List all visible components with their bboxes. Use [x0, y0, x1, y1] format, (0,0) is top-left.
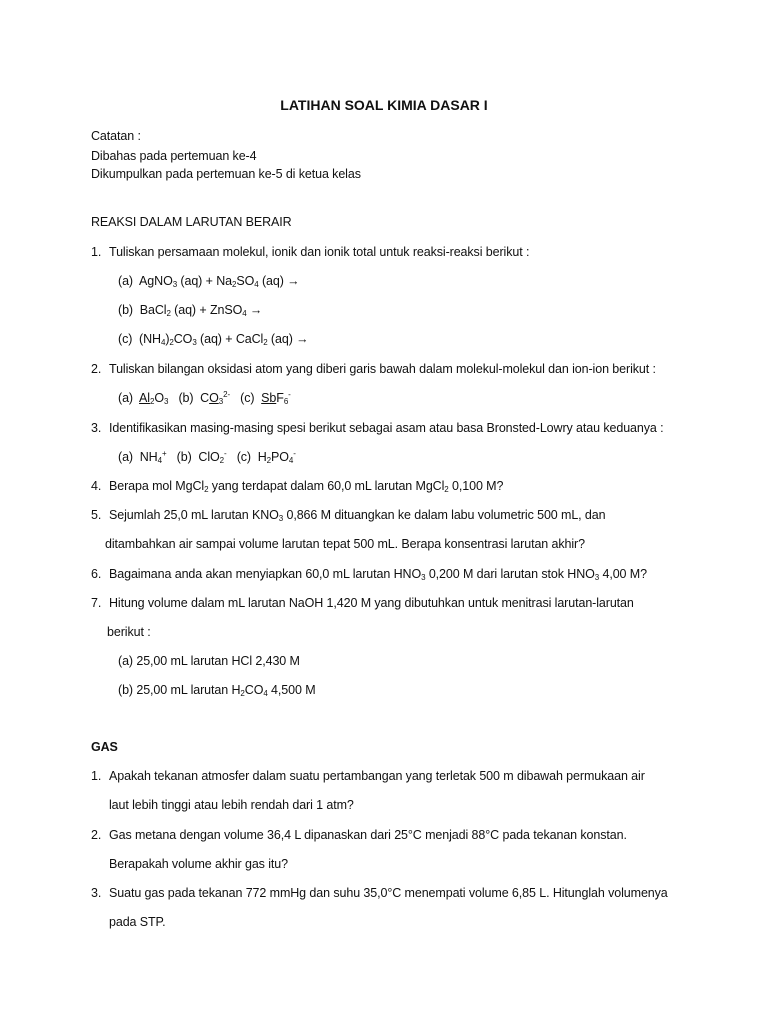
question-number: 3. — [91, 421, 102, 435]
question-text: Hitung volume dalam mL larutan NaOH 1,420 M yang dibutuhkan untuk menitrasi larutan-larutan — [109, 596, 634, 610]
question-7-line-2: berikut : — [107, 625, 151, 639]
notes-line-1: Dibahas pada pertemuan ke-4 — [91, 149, 257, 163]
question-3 — [91, 420, 664, 436]
question-1-item-c: (c) $(NH_4)_2CO_3$ (aq) + CaCl$_2$ (aq) → — [118, 332, 309, 347]
question-text: Suatu gas pada tekanan 772 mmHg dan suhu 35,0°C menempati volume 6,85 L. Hitunglah volumenya — [109, 886, 668, 900]
gas-question-1-line-2: laut lebih tinggi atau lebih rendah dari 1 atm? — [109, 798, 354, 812]
gas-question-1 — [91, 768, 645, 784]
question-4: 4. Berapa mol MgCl$_2$ yang terdapat dalam 60,0 mL larutan MgCl$_2$ 0,100 M? — [91, 479, 504, 494]
notes-line-2: Dikumpulkan pada pertemuan ke-5 di ketua kelas — [91, 167, 361, 181]
question-number: 5. — [91, 508, 102, 522]
question-text: Tuliskan persamaan molekul, ionik dan ionik total untuk reaksi-reaksi berikut : — [109, 245, 530, 259]
question-5: 5. Sejumlah 25,0 mL larutan $KNO_3$ 0,866 M dituangkan ke dalam labu volumetric 500 mL, dan — [91, 508, 606, 523]
item-label: (c) — [118, 332, 133, 346]
question-1-item-a: (a) AgNO$_3$ $(aq) + Na_2SO_4$ (aq) → — [118, 274, 300, 289]
question-3-items: (a) $NH_4^+$ (b) ClO$_2$- (c) $H_2PO_4^-$ — [118, 449, 296, 465]
section-heading-gas: GAS — [91, 740, 118, 754]
notes-label: Catatan : — [91, 129, 141, 143]
question-6: 6. Bagaimana anda akan menyiapkan 60,0 mL larutan $HNO_3$ 0,200 M dari larutan stok $HNO_3$ 4,00 M? — [91, 567, 647, 582]
question-7 — [91, 595, 634, 611]
question-2 — [91, 361, 656, 377]
page-title: LATIHAN SOAL KIMIA DASAR I — [280, 97, 488, 113]
gas-question-3 — [91, 885, 668, 901]
question-number: 1. — [91, 769, 102, 783]
question-text: Tuliskan bilangan oksidasi atom yang diberi garis bawah dalam molekul-molekul dan ion-ion berikut : — [109, 362, 656, 376]
question-number: 2. — [91, 362, 102, 376]
gas-question-2-line-2: Berapakah volume akhir gas itu? — [109, 857, 288, 871]
question-number: 2. — [91, 828, 102, 842]
item-label: (a) — [118, 274, 133, 288]
question-7-item-b: (b) 25,00 mL larutan $H_2CO_4$ 4,500 M — [118, 683, 316, 698]
gas-question-2 — [91, 827, 627, 843]
gas-question-3-line-2: pada STP. — [109, 915, 166, 929]
question-2-items: (a) $Al_2O_3$ (b) $CO_3^{2-}$ (c) SbF$_6$- — [118, 390, 291, 406]
question-number: 6. — [91, 567, 102, 581]
question-text: Identifikasikan masing-masing spesi berikut sebagai asam atau basa Bronsted-Lowry atau keduanya : — [109, 421, 664, 435]
question-5-line-2: ditambahkan air sampai volume larutan tepat 500 mL. Berapa konsentrasi larutan akhir? — [105, 537, 585, 551]
question-1 — [91, 244, 529, 260]
question-number: 1. — [91, 245, 102, 259]
question-number: 3. — [91, 886, 102, 900]
section-heading-reaksi: REAKSI DALAM LARUTAN BERAIR — [91, 215, 292, 229]
item-label: (b) — [118, 303, 133, 317]
question-1-item-b: (b) BaCl$_2$ (aq) + ZnSO$_4$ → — [118, 303, 263, 318]
question-text: Apakah tekanan atmosfer dalam suatu pertambangan yang terletak 500 m dibawah permukaan air — [109, 769, 645, 783]
question-text: Gas metana dengan volume 36,4 L dipanaskan dari 25°C menjadi 88°C pada tekanan konstan. — [109, 828, 627, 842]
question-number: 7. — [91, 596, 102, 610]
question-7-item-a: (a) 25,00 mL larutan HCl 2,430 M — [118, 654, 300, 668]
question-number: 4. — [91, 479, 102, 493]
